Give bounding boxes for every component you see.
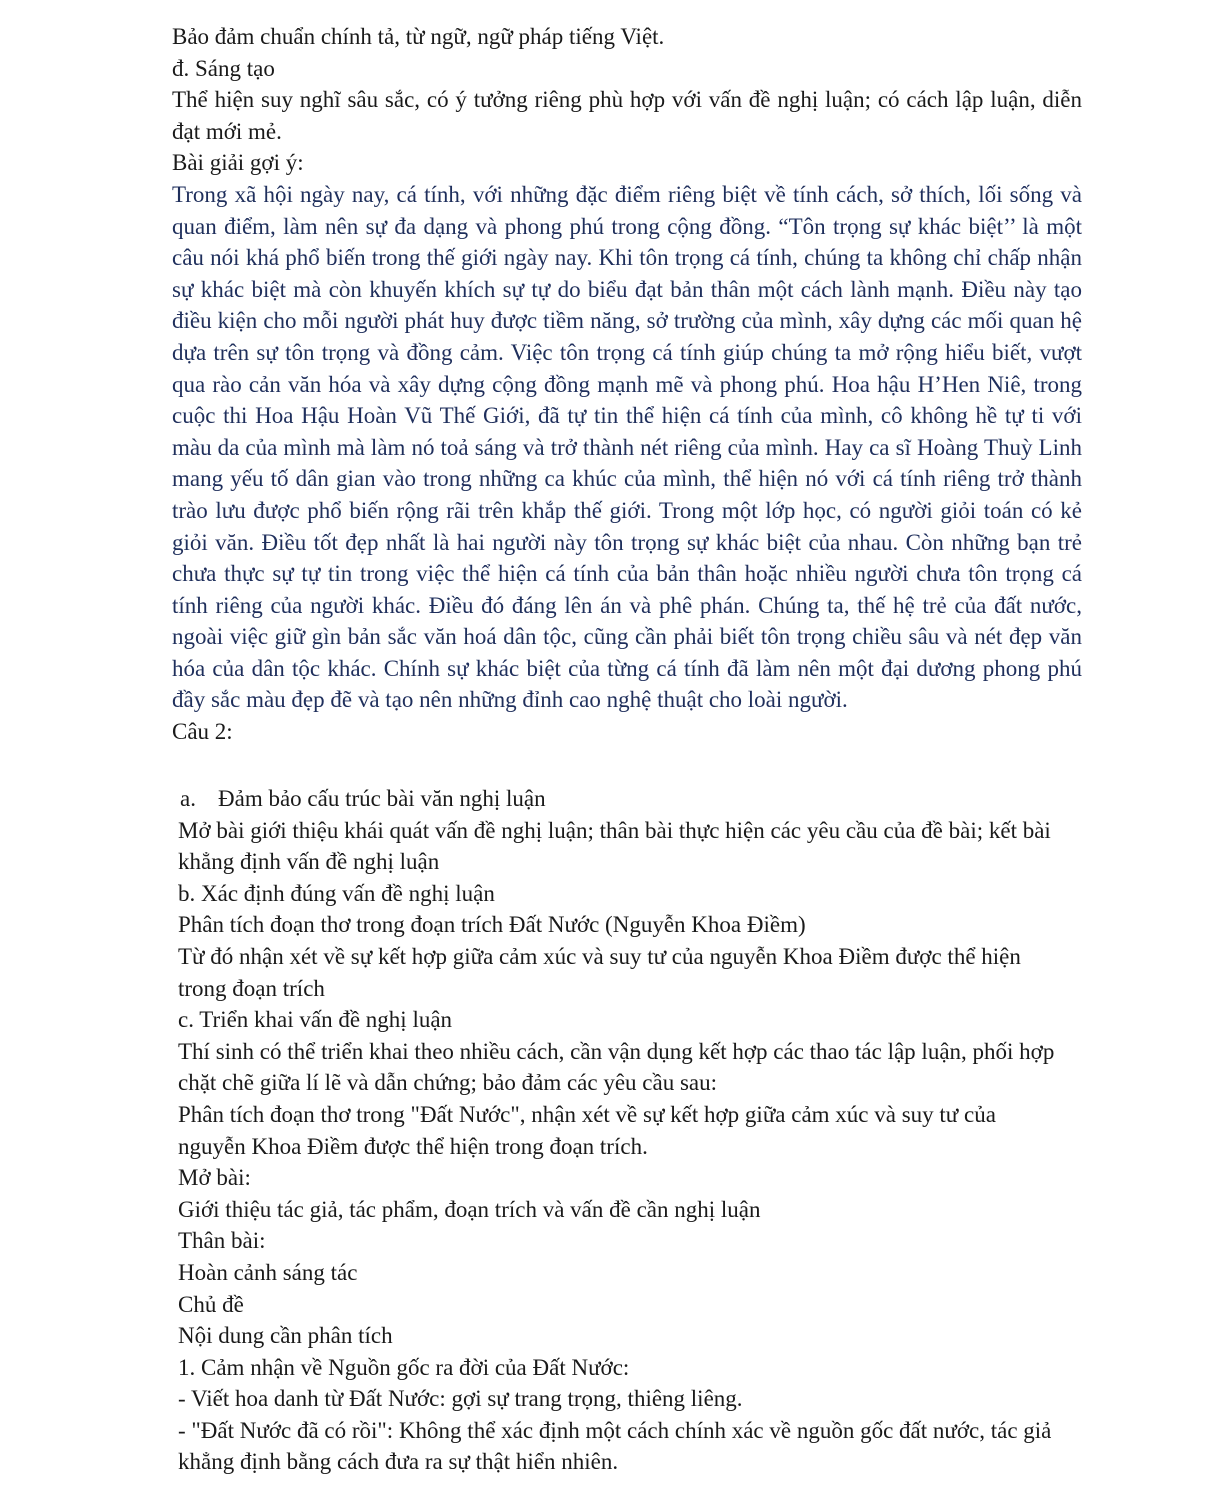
criterion-a-marker: a. <box>180 786 196 811</box>
criterion-a-text: Mở bài giới thiệu khái quát vấn đề nghị luận; thân bài thực hiện các yêu cầu của đề bài; kết bài khẳng định vấn đề nghị luận <box>178 817 1051 875</box>
criterion-b-heading: b. Xác định đúng vấn đề nghị luận <box>178 880 495 906</box>
question-2-label: Câu 2: <box>172 719 233 745</box>
criterion-a-heading <box>178 783 1068 815</box>
theme-item: Chủ đề <box>178 1291 244 1317</box>
criterion-c-text-1: Thí sinh có thể triển khai theo nhiều cách, cần vận dụng kết hợp các thao tác lập luận, phối hợp chặt chẽ giữa lí lẽ và dẫn chứng; bảo đảm các yêu cầu sau: <box>178 1038 1055 1096</box>
criterion-b-text-2: Từ đó nhận xét về sự kết hợp giữa cảm xúc và suy tư của nguyễn Khoa Điềm được thể hiện trong đoạn trích <box>178 943 1021 1001</box>
point-1-bullet-1: - Viết hoa danh từ Đất Nước: gợi sự trang trọng, thiêng liêng. <box>178 1386 743 1412</box>
content-item: Nội dung cần phân tích <box>178 1323 393 1349</box>
suggested-answer-label: Bài giải gợi ý: <box>172 150 304 176</box>
creative-heading: đ. Sáng tạo <box>172 55 275 81</box>
criterion-a-title: Đảm bảo cấu trúc bài văn nghị luận <box>218 786 546 811</box>
spelling-criterion: Bảo đảm chuẩn chính tả, từ ngữ, ngữ pháp tiếng Việt. <box>172 24 665 49</box>
criterion-b-text-1: Phân tích đoạn thơ trong đoạn trích Đất Nước (Nguyễn Khoa Điềm) <box>178 912 806 938</box>
context-item: Hoàn cảnh sáng tác <box>178 1259 358 1285</box>
intro-text: Giới thiệu tác giả, tác phẩm, đoạn trích và vấn đề cần nghị luận <box>178 1196 761 1222</box>
body-label: Thân bài: <box>178 1228 266 1254</box>
criterion-c-heading: c. Triển khai vấn đề nghị luận <box>178 1007 453 1033</box>
point-1-bullet-2: - "Đất Nước đã có rồi": Không thể xác định một cách chính xác về nguồn gốc đất nước, tác giả khẳng định bằng cách đưa ra sự thật hiển nhiên. <box>178 1417 1052 1475</box>
creative-criterion: Thể hiện suy nghĩ sâu sắc, có ý tưởng riêng phù hợp với vấn đề nghị luận; có cách lập luận, diễn đạt mới mẻ. <box>172 87 1082 144</box>
point-1-heading: 1. Cảm nhận về Nguồn gốc ra đời của Đất Nước: <box>178 1354 630 1380</box>
criterion-c-text-2: Phân tích đoạn thơ trong "Đất Nước", nhận xét về sự kết hợp giữa cảm xúc và suy tư của nguyễn Khoa Điềm được thể hiện trong đoạn trích. <box>178 1101 996 1159</box>
intro-label: Mở bài: <box>178 1165 251 1191</box>
section-grading-and-essay <box>172 21 1082 748</box>
suggested-essay: Trong xã hội ngày nay, cá tính, với những đặc điểm riêng biệt về tính cách, sở thích, lối sống và quan điểm, làm nên sự đa dạng và phong phú trong cộng đồng. “Tôn trọng sự khác biệt’’ là một câu nói khá phổ biến trong thế giới ngày nay. Khi tôn trọng cá tính, chúng ta không chỉ chấp nhận sự khác biệt mà còn khuyến khích sự tự do biểu đạt bản thân một cách lành mạnh. Điều này tạo điều kiện cho mỗi người phát huy được tiềm năng, sở trường của mình, xây dựng các mối quan hệ dựa trên sự tôn trọng và đồng cảm. Việc tôn trọng cá tính giúp chúng ta mở rộng hiểu biết, vượt qua rào cản văn hóa và xây dựng cộng đồng mạnh mẽ và phong phú. Hoa hậu H’Hen Niê, trong cuộc thi Hoa Hậu Hoàn Vũ Thế Giới, đã tự tin thể hiện cá tính của mình, cô không hề tự ti với màu da của mình mà làm nó toả sáng và trở thành nét riêng của mình. Hay ca sĩ Hoàng Thuỳ Linh mang yếu tố dân gian vào trong những ca khúc của mình, thể hiện nó với cá tính riêng trở thành trào lưu được phổ biến rộng rãi trên khắp thế giới. Trong một lớp học, có người giỏi toán có kẻ giỏi văn. Điều tốt đẹp nhất là hai người này tôn trọng sự khác biệt của nhau. Còn những bạn trẻ chưa thực sự tự tin trong việc thể hiện cá tính của bản thân hoặc nhiều người chưa tôn trọng cá tính riêng của người khác. Điều đó đáng lên án và phê phán. Chúng ta, thế hệ trẻ của đất nước, ngoài việc giữ gìn bản sắc văn hoá dân tộc, cũng cần phải biết tôn trọng chiều sâu và nét đẹp văn hóa của dân tộc khác. Chính sự khác biệt của từng cá tính đã làm nên một đại dương phong phú đầy sắc màu đẹp đẽ và tạo nên những đỉnh cao nghệ thuật cho loài người. <box>172 181 1082 713</box>
section-question-2-guide <box>178 783 1068 1478</box>
